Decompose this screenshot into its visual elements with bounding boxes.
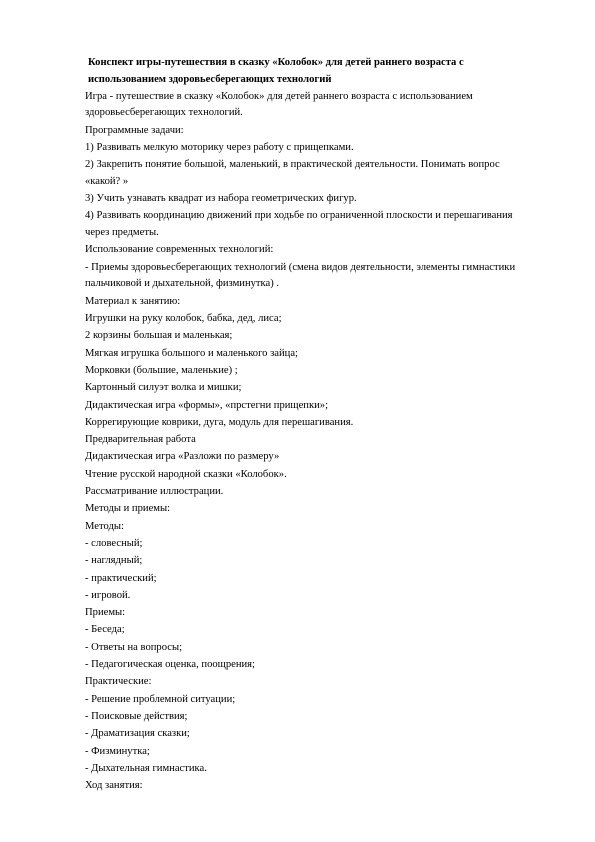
paragraph: Использование современных технологий:	[85, 244, 274, 256]
paragraph: 2) Закрепить понятие большой, маленький, в практической деятельности. Понимать вопрос «какой? »	[85, 159, 500, 187]
paragraph: Игра - путешествие в сказку «Колобок» для детей раннего возраста с использованием здоровьесберегающих технологий.	[85, 90, 473, 119]
paragraph: Приемы:	[85, 607, 126, 619]
paragraph: 4) Развивать координацию движений при ходьбе по ограниченной плоскости и перешагивания через предметы.	[85, 210, 513, 239]
paragraph: Материал к занятию:	[85, 295, 181, 307]
document-title: Конспект игры-путешествия в сказку «Колобок» для детей раннего возраста с использованием здоровьесберегающих технологий	[88, 57, 464, 85]
paragraph: - Педагогическая оценка, поощрения;	[85, 659, 255, 671]
paragraph: 2 корзины большая и маленькая;	[85, 330, 233, 342]
paragraph: - Решение проблемной ситуации;	[85, 693, 236, 705]
paragraph: - Приемы здоровьесберегающих технологий (смена видов деятельности, элементы гимнастики пальчиковой и дыхательной, физминутка) .	[85, 261, 516, 290]
paragraph: - Дыхательная гимнастика.	[85, 762, 207, 774]
paragraph: Предварительная работа	[85, 434, 196, 446]
paragraph: - игровой.	[85, 589, 131, 601]
paragraph: - Беседа;	[85, 624, 125, 636]
paragraph: - словесный;	[85, 537, 143, 549]
paragraph: 1) Развивать мелкую моторику через работу с прищепками.	[85, 141, 354, 153]
paragraph: Практические:	[85, 676, 152, 688]
paragraph: Дидактическая игра «формы», «прстегни прищепки»;	[85, 399, 329, 411]
paragraph: Коррегирующие коврики, дуга, модуль для перешагивания.	[85, 416, 354, 428]
paragraph: Картонный силуэт волка и мишки;	[85, 382, 242, 394]
paragraph: - Физминутка;	[85, 745, 150, 757]
paragraph: Рассматривание иллюстрации.	[85, 486, 224, 498]
paragraph: Чтение русской народной сказки «Колобок».	[85, 468, 287, 480]
paragraph: Дидактическая игра «Разложи по размеру»	[85, 451, 280, 463]
paragraph: Ход занятия:	[85, 780, 143, 792]
paragraph: Игрушки на руку колобок, бабка, дед, лиса;	[85, 313, 282, 325]
paragraph: - наглядный;	[85, 555, 143, 567]
paragraph: 3) Учить узнавать квадрат из набора геометрических фигур.	[85, 193, 357, 205]
document-body	[85, 55, 525, 795]
paragraph: - Ответы на вопросы;	[85, 641, 183, 653]
paragraph: - практический;	[85, 572, 157, 584]
paragraph: Методы и приемы:	[85, 503, 171, 515]
paragraph: Методы:	[85, 520, 124, 532]
paragraph: Программные задачи:	[85, 124, 184, 136]
paragraph: Мягкая игрушка большого и маленького зайца;	[85, 347, 298, 359]
paragraph: - Драматизация сказки;	[85, 728, 190, 740]
paragraph: Морковки (большие, маленькие) ;	[85, 364, 238, 376]
paragraph: - Поисковые действия;	[85, 710, 188, 722]
